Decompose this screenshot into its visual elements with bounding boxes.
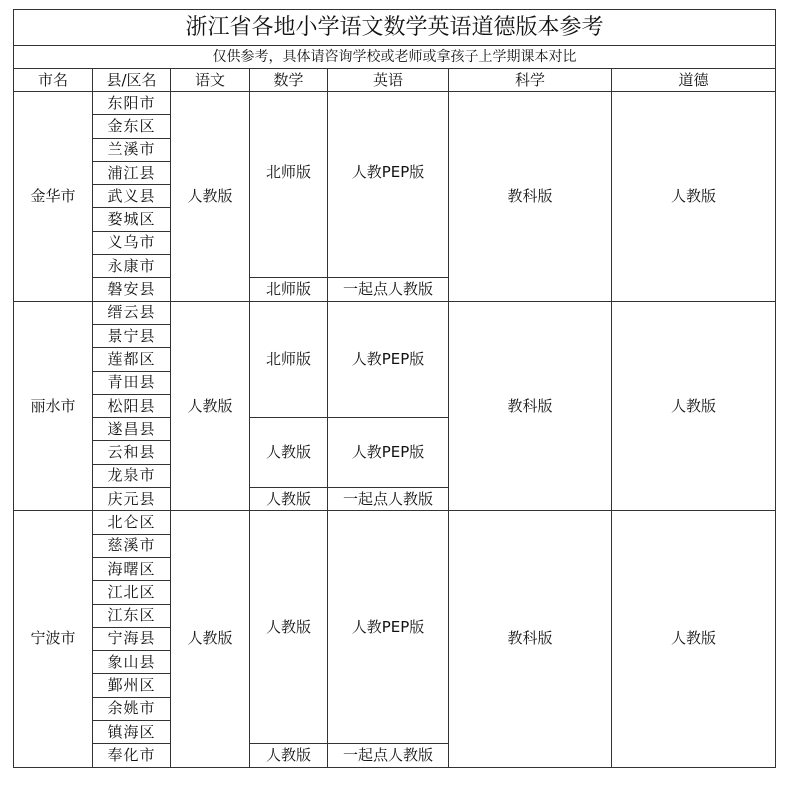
district-cell: 北仑区 (93, 511, 171, 534)
district-cell: 鄞州区 (93, 674, 171, 697)
jinhua-science: 教科版 (449, 92, 612, 302)
district-cell: 浦江县 (93, 161, 171, 184)
district-cell: 云和县 (93, 441, 171, 464)
district-cell: 龙泉市 (93, 464, 171, 487)
header-science: 科学 (449, 69, 612, 92)
jinhua-english-b: 一起点人教版 (328, 278, 449, 301)
district-cell: 青田县 (93, 371, 171, 394)
lishui-english-c: 一起点人教版 (328, 488, 449, 511)
jinhua-moral: 人教版 (612, 92, 776, 302)
header-moral: 道德 (612, 69, 776, 92)
district-cell: 镇海区 (93, 721, 171, 744)
district-cell: 江东区 (93, 604, 171, 627)
lishui-math-c: 人教版 (250, 488, 328, 511)
district-cell: 慈溪市 (93, 534, 171, 557)
district-cell: 义乌市 (93, 231, 171, 254)
district-cell: 东阳市 (93, 92, 171, 115)
lishui-english-a: 人教PEP版 (328, 301, 449, 417)
lishui-moral: 人教版 (612, 301, 776, 511)
ningbo-english-a: 人教PEP版 (328, 511, 449, 744)
district-cell: 海曙区 (93, 557, 171, 580)
lishui-math-b: 人教版 (250, 418, 328, 488)
district-cell: 缙云县 (93, 301, 171, 324)
ningbo-chinese: 人教版 (171, 511, 250, 767)
district-cell: 婺城区 (93, 208, 171, 231)
ningbo-science: 教科版 (449, 511, 612, 767)
lishui-math-a: 北师版 (250, 301, 328, 417)
city-lishui: 丽水市 (14, 301, 93, 511)
district-cell: 余姚市 (93, 697, 171, 720)
district-cell: 庆元县 (93, 488, 171, 511)
district-cell: 景宁县 (93, 324, 171, 347)
table-title: 浙江省各地小学语文数学英语道德版本参考 (14, 10, 776, 46)
lishui-chinese: 人教版 (171, 301, 250, 511)
jinhua-chinese: 人教版 (171, 92, 250, 302)
district-cell: 金东区 (93, 115, 171, 138)
ningbo-english-b: 一起点人教版 (328, 744, 449, 767)
table-subtitle: 仅供参考，具体请咨询学校或老师或拿孩子上学期课本对比 (14, 46, 776, 69)
ningbo-math-b: 人教版 (250, 744, 328, 767)
district-cell: 象山县 (93, 651, 171, 674)
district-cell: 宁海县 (93, 627, 171, 650)
district-cell: 武义县 (93, 185, 171, 208)
district-cell: 磐安县 (93, 278, 171, 301)
jinhua-math-a: 北师版 (250, 92, 328, 278)
district-cell: 奉化市 (93, 744, 171, 767)
header-city: 市名 (14, 69, 93, 92)
district-cell: 兰溪市 (93, 138, 171, 161)
city-jinhua: 金华市 (14, 92, 93, 302)
header-district: 县/区名 (93, 69, 171, 92)
district-cell: 永康市 (93, 255, 171, 278)
lishui-science: 教科版 (449, 301, 612, 511)
version-table (13, 9, 776, 768)
lishui-english-b: 人教PEP版 (328, 418, 449, 488)
city-ningbo: 宁波市 (14, 511, 93, 767)
jinhua-math-b: 北师版 (250, 278, 328, 301)
district-cell: 莲都区 (93, 348, 171, 371)
header-chinese: 语文 (171, 69, 250, 92)
header-math: 数学 (250, 69, 328, 92)
jinhua-english-a: 人教PEP版 (328, 92, 449, 278)
district-cell: 遂昌县 (93, 418, 171, 441)
ningbo-math-a: 人教版 (250, 511, 328, 744)
district-cell: 江北区 (93, 581, 171, 604)
district-cell: 松阳县 (93, 394, 171, 417)
header-english: 英语 (328, 69, 449, 92)
ningbo-moral: 人教版 (612, 511, 776, 767)
